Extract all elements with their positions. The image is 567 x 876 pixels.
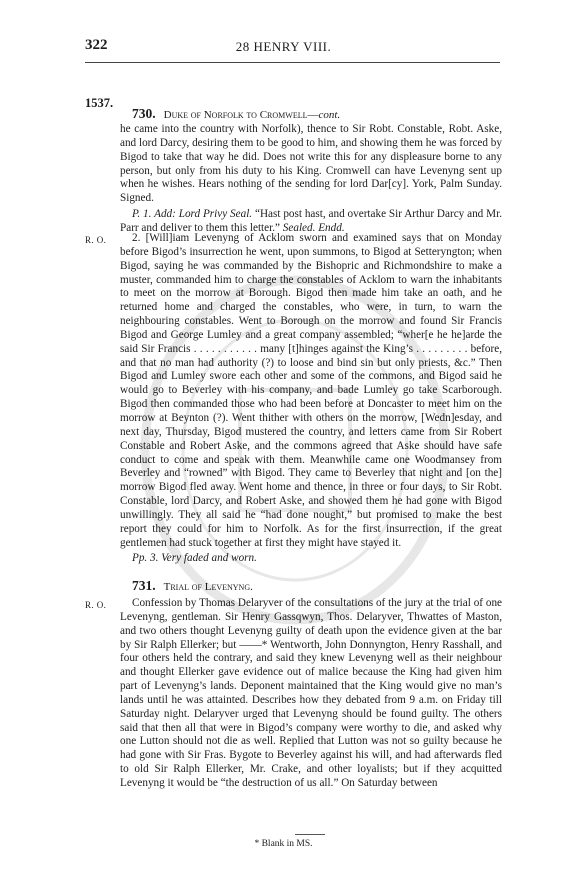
header-rule	[85, 62, 500, 63]
page-number: 322	[85, 37, 108, 53]
entry-731-number: 731.	[132, 578, 156, 593]
entry-730-seal-note: Sealed. Endd.	[282, 221, 345, 234]
entry-730-paragraph-1: he came into the country with Norfolk), thence to Sir Robt. Constable, Robt. Aske, and lord Darcy, desiring them to be good to him, and showing them he was forced by Bigod to take that way he did. Does not write this for any displeasure borne to any person, but only from his duty to his King. Cromwell can have Levenyng sent up when he wishes. Hears nothing of the sending for lord Dar[cy]. York, Palm Sunday. Signed.	[120, 123, 502, 205]
entry-731-title: Trial of Levenyng.	[163, 581, 253, 593]
entry-730-add-quote: “Hast post hast, and overtake Sir Arthur Darcy and Mr. Parr and deliver to them this letter.”	[120, 208, 502, 234]
entry-731-paragraph: Confession by Thomas Delaryver of the consultations of the jury at the trial of one Levenyng, gentleman. Sir Henry Gassqwyn, Thos. Delaryver, Thwattes of Maston, and two others thought Levenyng guilty of death upon the evidence given at the bar by Sir Ralph Ellerker; but ——* Wentworth, John Donnyngton, Henry Rasshall, and four others held the contrary, and said they knew Levenyng well as their neighbour and thought Ellerker gave evidence out of malice because the King had given him part of Levenyng’s lands. Deponent maintained that the King would give no man’s lands until he was attainted. Describes how they debated from 9 a.m. on Friday till Saturday night. Delaryver urged that Levenyng should be found guilty. The others said that then all that were in Bigod’s company were worthy to die, and asked why one Lutton should not die as well. Replied that Lutton was not so guilty because he had gone with Sir Fras. Bygote to Beverley against his will, and had afterwards fled to old Sir Ralph Ellerker, Mr. Crake, and other loyalists; but if they acquitted Levenyng it would be “the destruction of us all.” On Saturday between	[120, 597, 502, 789]
entry-730-paragraph-2: 2. [Will]iam Levenyng of Acklom sworn and examined says that on Monday before Bigod’s insurrection he went, upon summons, to Bigod at Setteryngton; when Bigod, saying he was commanded by the Bishopric and Richmondshire to make a muster, commanded him to charge the constables of Acklom to warn the inhabitants to meet on the morrow at Borough. Bigod then made him take an oath, and he returned home and charged the constables, who were, in turn, to warn the neighbouring constables. Went to Borough on the morrow and found Sir Francis Bigod and George Lumley and a great company assembled; “wher[e he he]arde the said Sir Francis . . . . . . . . . . . many [t]hinges against the King’s . . . . . . . . . before, and that no man had authority (?) to loose and bind sin but only priests, &c.” Then Bigod and Lumley swore each other and some of the commons, and Bigod said he would go to Beverley with his company, and bade Lumley go take Scarborough. Bigod then commanded those who had been before at Doncaster to meet him on the morrow at Beynton (?). Went thither with others on the morrow, [Wedn]esday, and next day, Thursday, Bigod mustered the country, and letters came from Sir Robert Constable and Robert Aske, and the commons agreed that Aske should have safe conduct to come and speak with them. Meanwhile came one Woodmansey from Beverley and “rowned” with Bigod. They came to Beverley that night and [on the] morrow Bigod fled away. Went home and thence, in three or four days, to Sir Robt. Constable, lord Darcy, and Robert Aske, and showed them he had gone with Bigod unwillingly. They all said he “had done nought,” but promised to make the best report they could for him to Norfolk. As for the first insurrection, if the great gentlemen had stuck together at first they might have stayed it.	[120, 232, 502, 549]
entry-730-add-ref: P. 1. Add: Lord Privy Seal.	[132, 208, 253, 221]
footnote-rule	[295, 834, 325, 835]
margin-reference-ro-2: R. O.	[85, 600, 107, 610]
entry-731-heading	[132, 578, 253, 594]
margin-reference-ro: R. O.	[85, 235, 107, 245]
entry-730-number: 730.	[132, 106, 156, 121]
running-title: 28 HENRY VIII.	[235, 39, 332, 54]
entry-730-title-cont: cont.	[318, 109, 341, 121]
year-marker: 1537.	[85, 96, 114, 110]
entry-730-heading	[132, 106, 340, 122]
entry-730-body	[120, 123, 502, 236]
footnote: * Blank in MS.	[254, 839, 313, 849]
entry-730-title: Duke of Norfolk to Cromwell—	[163, 109, 319, 121]
entry-730-pp-note: Pp. 3. Very faded and worn.	[132, 552, 257, 564]
